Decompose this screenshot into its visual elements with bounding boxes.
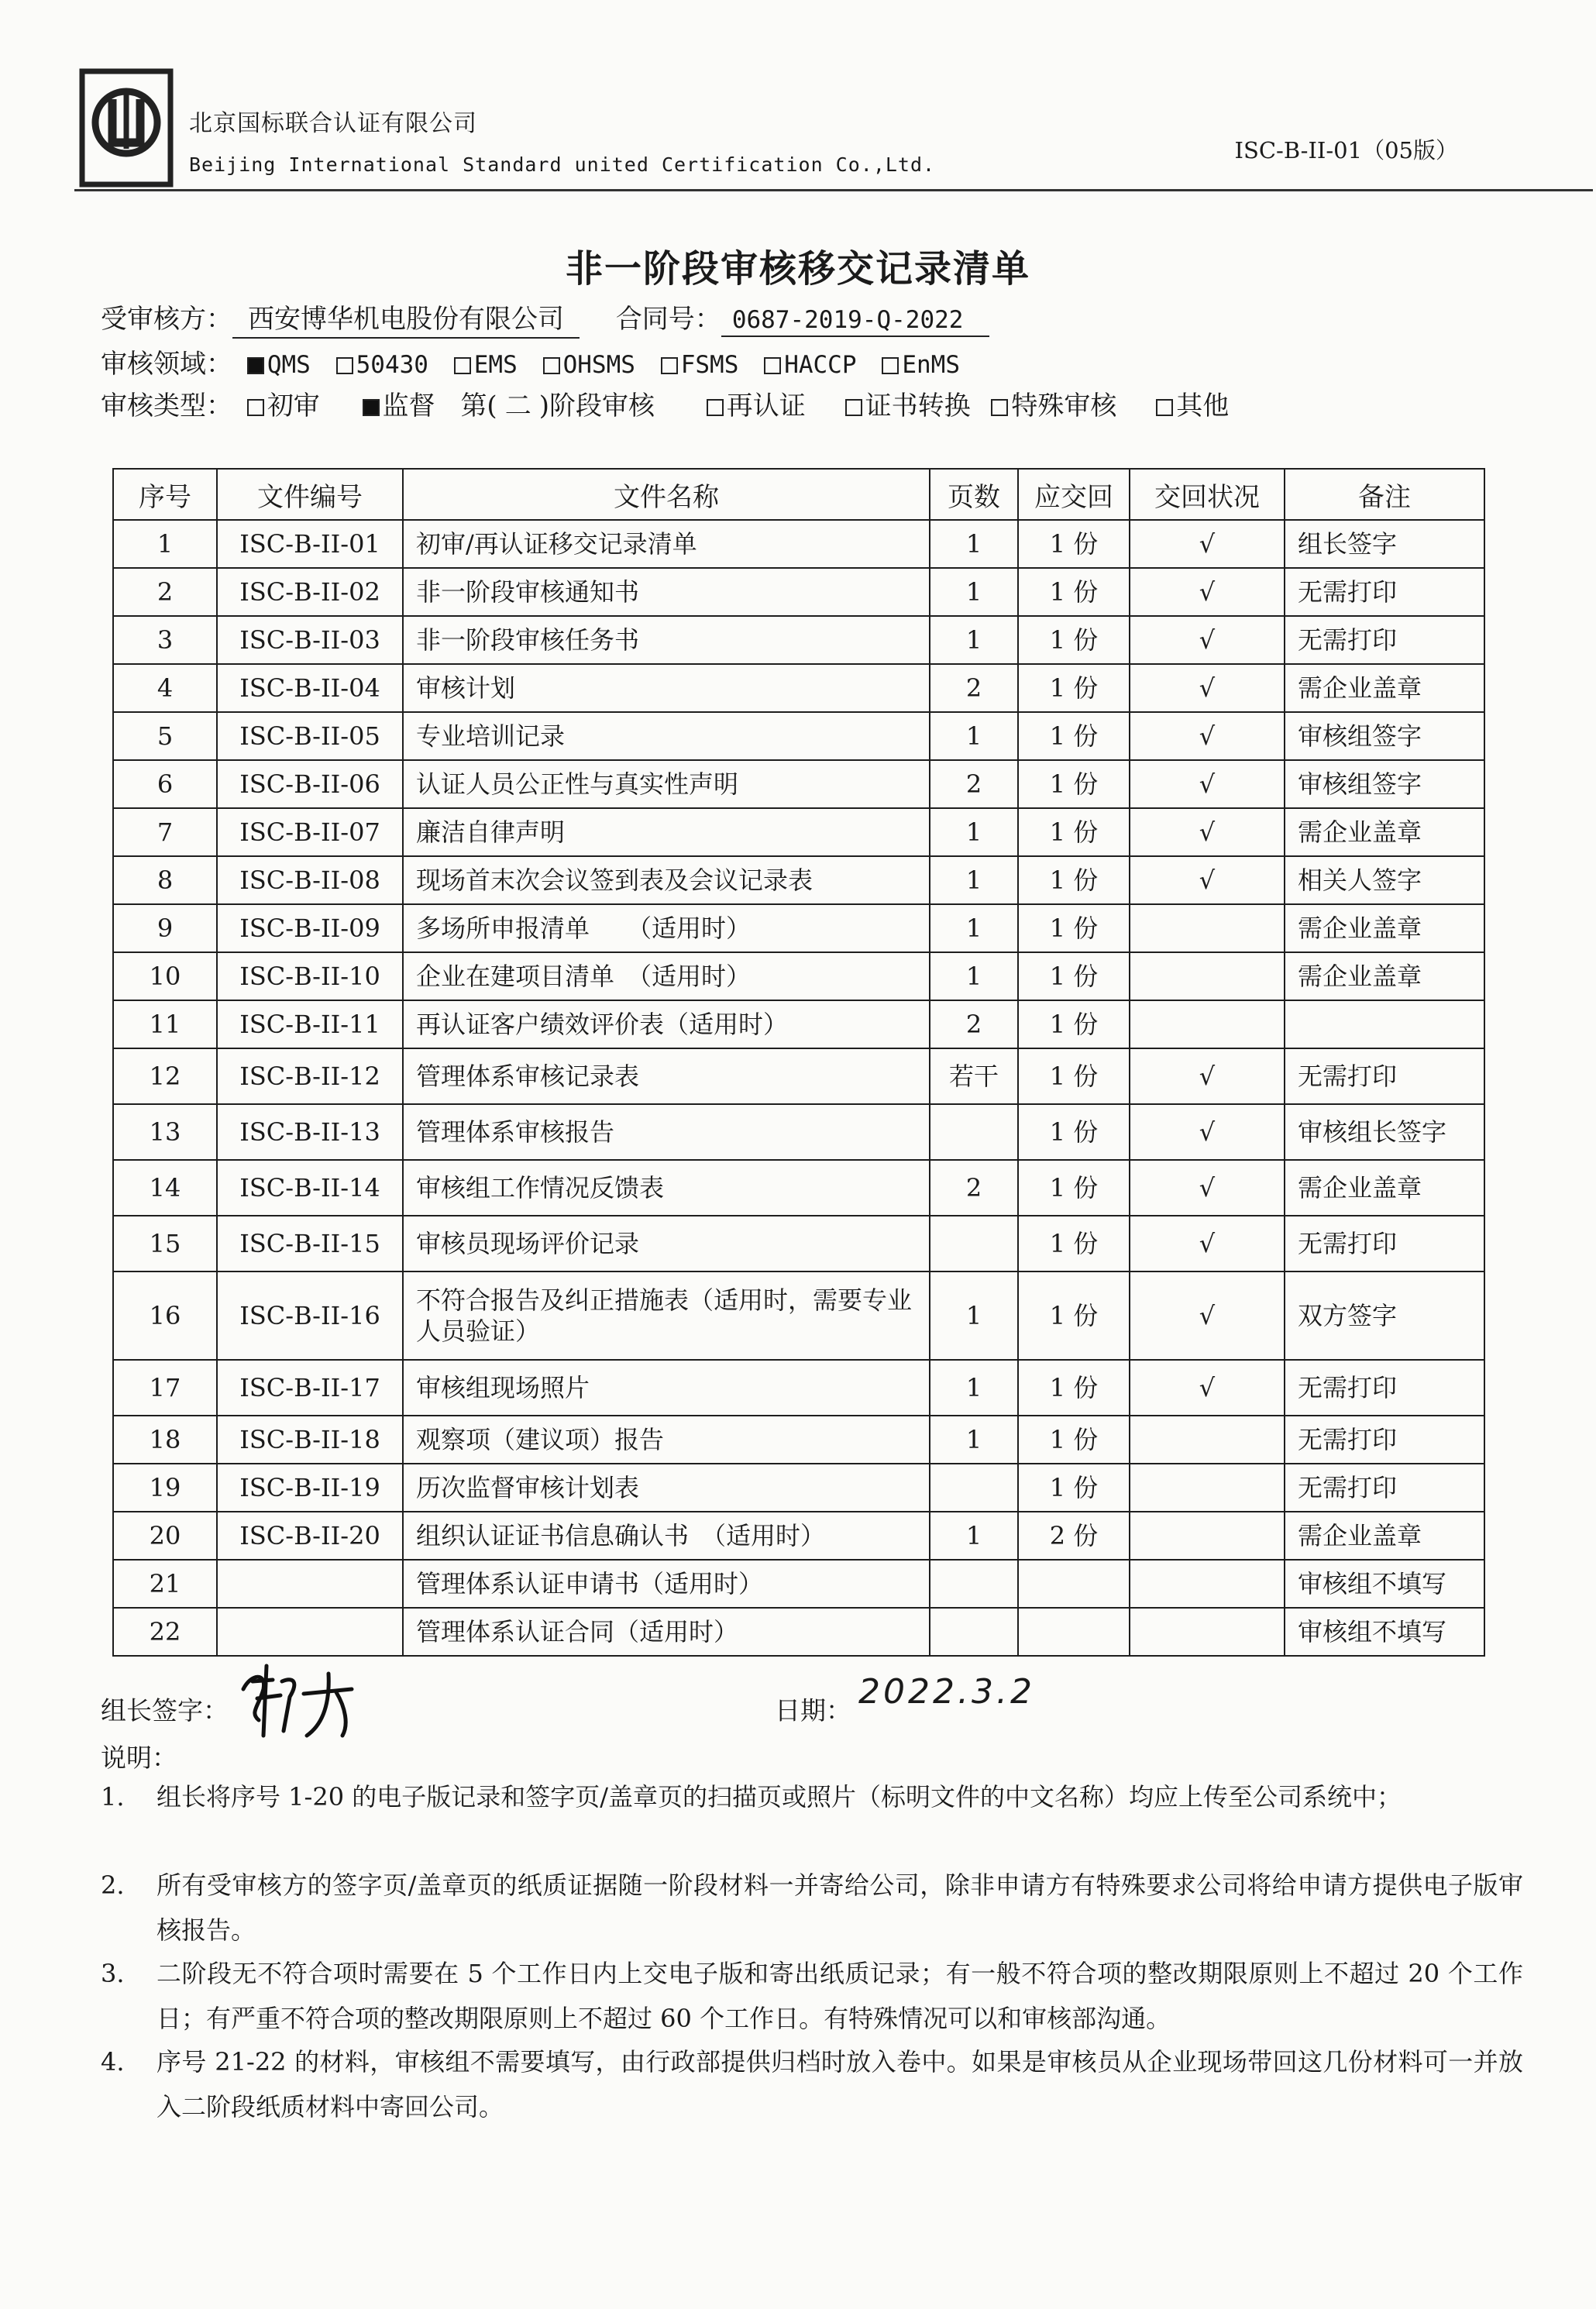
note-number: 4. <box>101 2047 125 2077</box>
cell-status: √ <box>1130 1216 1285 1271</box>
cell-no: 21 <box>113 1560 217 1608</box>
note-item <box>101 1951 1523 2041</box>
cell-remark: 无需打印 <box>1285 1216 1484 1271</box>
col-header-code: 文件编号 <box>217 469 403 520</box>
cell-status: √ <box>1130 520 1285 568</box>
cell-remark: 无需打印 <box>1285 1360 1484 1416</box>
cell-due: 1 份 <box>1018 856 1130 904</box>
note-text: 所有受审核方的签字页/盖章页的纸质证据随一阶段材料一并寄给公司，除非申请方有特殊要求公司将给申请方提供电子版审核报告。 <box>157 1870 1523 1945</box>
col-header-pages: 页数 <box>930 469 1018 520</box>
cell-remark: 审核组不填写 <box>1285 1560 1484 1608</box>
audited-party-label: 受审核方： <box>101 304 232 335</box>
cell-status: √ <box>1130 808 1285 856</box>
cell-due: 1 份 <box>1018 1416 1130 1464</box>
cell-status: √ <box>1130 664 1285 712</box>
col-header-name: 文件名称 <box>403 469 930 520</box>
cell-remark: 组长签字 <box>1285 520 1484 568</box>
cell-name: 现场首末次会议签到表及会议记录表 <box>403 856 930 904</box>
table-row <box>113 1048 1484 1104</box>
cell-no: 3 <box>113 616 217 664</box>
cell-remark: 需企业盖章 <box>1285 1160 1484 1216</box>
cell-code: ISC-B-II-04 <box>217 664 403 712</box>
cell-remark: 审核组签字 <box>1285 760 1484 808</box>
notes-heading: 说明： <box>101 1743 177 1773</box>
cell-status: √ <box>1130 1271 1285 1360</box>
transfer-record-table <box>112 468 1485 1657</box>
col-header-remark: 备注 <box>1285 469 1484 520</box>
table-row <box>113 1360 1484 1416</box>
cell-due: 1 份 <box>1018 1104 1130 1160</box>
cell-remark: 相关人签字 <box>1285 856 1484 904</box>
header-divider <box>74 189 1593 191</box>
cell-no: 12 <box>113 1048 217 1104</box>
date-value: 2022.3.2 <box>858 1672 1035 1712</box>
cell-code: ISC-B-II-18 <box>217 1416 403 1464</box>
cell-status <box>1130 1608 1285 1656</box>
cell-status <box>1130 1512 1285 1560</box>
cell-pages <box>930 1464 1018 1512</box>
cell-name: 管理体系审核报告 <box>403 1104 930 1160</box>
cell-pages: 若干 <box>930 1048 1018 1104</box>
col-header-no: 序号 <box>113 469 217 520</box>
cell-no: 10 <box>113 952 217 1000</box>
cell-code: ISC-B-II-10 <box>217 952 403 1000</box>
cell-no: 5 <box>113 712 217 760</box>
cell-code: ISC-B-II-17 <box>217 1360 403 1416</box>
cell-due: 1 份 <box>1018 1160 1130 1216</box>
cell-pages: 2 <box>930 1000 1018 1048</box>
form-code: ISC-B-II-01（05版） <box>1234 137 1458 163</box>
contract-no-value: 0687-2019-Q-2022 <box>721 306 990 337</box>
cell-code: ISC-B-II-07 <box>217 808 403 856</box>
audited-party-value: 西安博华机电股份有限公司 <box>232 298 580 339</box>
cell-pages: 1 <box>930 1416 1018 1464</box>
cell-pages: 2 <box>930 760 1018 808</box>
audited-party-line <box>101 298 989 339</box>
table-row <box>113 760 1484 808</box>
cell-code <box>217 1608 403 1656</box>
cell-pages: 2 <box>930 664 1018 712</box>
cell-no: 7 <box>113 808 217 856</box>
cell-status: √ <box>1130 616 1285 664</box>
cell-status: √ <box>1130 568 1285 616</box>
cell-code: ISC-B-II-09 <box>217 904 403 952</box>
cell-name: 审核组工作情况反馈表 <box>403 1160 930 1216</box>
cell-no: 16 <box>113 1271 217 1360</box>
cell-code: ISC-B-II-03 <box>217 616 403 664</box>
checkbox-qms[interactable] <box>247 357 264 374</box>
cell-due: 1 份 <box>1018 1216 1130 1271</box>
cell-remark <box>1285 1000 1484 1048</box>
cell-code: ISC-B-II-13 <box>217 1104 403 1160</box>
leader-signature-label: 组长签字： <box>101 1695 229 1726</box>
cell-status: √ <box>1130 712 1285 760</box>
cell-pages: 1 <box>930 808 1018 856</box>
cell-pages: 1 <box>930 1360 1018 1416</box>
contract-no-label: 合同号： <box>615 304 721 335</box>
cell-no: 22 <box>113 1608 217 1656</box>
cell-pages: 1 <box>930 520 1018 568</box>
cell-code: ISC-B-II-02 <box>217 568 403 616</box>
cell-code: ISC-B-II-11 <box>217 1000 403 1048</box>
note-text: 二阶段无不符合项时需要在 5 个工作日内上交电子版和寄出纸质记录；有一般不符合项的整改期限原则上不超过 20 个工作日；有严重不符合项的整改期限原则上不超过 60 个工作日。有特殊情况可以和审核部沟通。 <box>157 1959 1523 2033</box>
cell-remark: 审核组不填写 <box>1285 1608 1484 1656</box>
cell-remark: 无需打印 <box>1285 568 1484 616</box>
note-number: 1. <box>101 1782 125 1812</box>
cell-due: 1 份 <box>1018 1000 1130 1048</box>
cell-due: 1 份 <box>1018 952 1130 1000</box>
cell-code: ISC-B-II-15 <box>217 1216 403 1271</box>
note-text: 序号 21-22 的材料，审核组不需要填写，由行政部提供归档时放入卷中。如果是审核员从企业现场带回这几份材料可一并放入二阶段纸质材料中寄回公司。 <box>157 2047 1523 2121</box>
table-row <box>113 520 1484 568</box>
cell-status: √ <box>1130 856 1285 904</box>
table-row <box>113 1000 1484 1048</box>
cell-remark: 需企业盖章 <box>1285 808 1484 856</box>
cell-status <box>1130 1464 1285 1512</box>
cell-due <box>1018 1608 1130 1656</box>
checkbox-fsms[interactable] <box>661 357 678 374</box>
checkbox-initial[interactable] <box>247 399 264 416</box>
cell-pages: 1 <box>930 616 1018 664</box>
checkbox-enms[interactable] <box>882 357 899 374</box>
cell-status: √ <box>1130 1048 1285 1104</box>
option-enms: EnMS <box>902 351 960 379</box>
cell-due: 1 份 <box>1018 568 1130 616</box>
note-item <box>101 2039 1523 2129</box>
option-50430: 50430 <box>356 351 428 379</box>
cell-pages <box>930 1560 1018 1608</box>
cell-name: 管理体系认证合同（适用时） <box>403 1608 930 1656</box>
leader-signature <box>236 1658 359 1743</box>
option-ohsms: OHSMS <box>562 351 635 379</box>
cell-no: 14 <box>113 1160 217 1216</box>
cell-no: 18 <box>113 1416 217 1464</box>
cell-status <box>1130 952 1285 1000</box>
cell-name: 不符合报告及纠正措施表（适用时，需要专业人员验证） <box>403 1271 930 1360</box>
cell-code: ISC-B-II-19 <box>217 1464 403 1512</box>
cell-due: 1 份 <box>1018 712 1130 760</box>
cell-remark: 无需打印 <box>1285 1048 1484 1104</box>
cell-name: 审核员现场评价记录 <box>403 1216 930 1271</box>
checkbox-haccp[interactable] <box>764 357 781 374</box>
cell-due: 1 份 <box>1018 760 1130 808</box>
table-row <box>113 808 1484 856</box>
cell-remark: 双方签字 <box>1285 1271 1484 1360</box>
cell-code: ISC-B-II-20 <box>217 1512 403 1560</box>
cell-name: 初审/再认证移交记录清单 <box>403 520 930 568</box>
cell-pages <box>930 1216 1018 1271</box>
option-surveillance: 监督 <box>382 391 435 422</box>
cell-status <box>1130 1560 1285 1608</box>
cell-pages: 1 <box>930 1271 1018 1360</box>
table-header-row <box>113 469 1484 520</box>
cell-name: 组织认证证书信息确认书 （适用时） <box>403 1512 930 1560</box>
col-header-due: 应交回 <box>1018 469 1130 520</box>
note-number: 3. <box>101 1959 125 1988</box>
cell-remark: 需企业盖章 <box>1285 664 1484 712</box>
cell-name: 专业培训记录 <box>403 712 930 760</box>
audit-type-label: 审核类型： <box>101 391 232 422</box>
cell-name: 廉洁自律声明 <box>403 808 930 856</box>
cell-pages: 1 <box>930 1512 1018 1560</box>
option-special: 特殊审核 <box>1011 391 1117 422</box>
cell-status: √ <box>1130 1104 1285 1160</box>
cell-no: 9 <box>113 904 217 952</box>
cell-pages: 1 <box>930 904 1018 952</box>
table-row <box>113 904 1484 952</box>
table-row <box>113 1216 1484 1271</box>
cell-name: 观察项（建议项）报告 <box>403 1416 930 1464</box>
cell-remark: 审核组长签字 <box>1285 1104 1484 1160</box>
company-name-cn: 北京国标联合认证有限公司 <box>189 110 477 137</box>
option-fsms: FSMS <box>680 351 739 379</box>
cell-no: 17 <box>113 1360 217 1416</box>
table-row <box>113 1608 1484 1656</box>
cell-code: ISC-B-II-08 <box>217 856 403 904</box>
cell-code: ISC-B-II-06 <box>217 760 403 808</box>
cell-no: 11 <box>113 1000 217 1048</box>
cell-due: 1 份 <box>1018 904 1130 952</box>
cell-name: 企业在建项目清单 （适用时） <box>403 952 930 1000</box>
cell-name: 非一阶段审核通知书 <box>403 568 930 616</box>
cell-pages <box>930 1608 1018 1656</box>
cell-due: 1 份 <box>1018 664 1130 712</box>
cell-due <box>1018 1560 1130 1608</box>
cell-pages: 1 <box>930 712 1018 760</box>
cell-name: 审核组现场照片 <box>403 1360 930 1416</box>
cell-no: 6 <box>113 760 217 808</box>
cell-due: 1 份 <box>1018 1271 1130 1360</box>
table-row <box>113 952 1484 1000</box>
cell-due: 1 份 <box>1018 1464 1130 1512</box>
table-row <box>113 1160 1484 1216</box>
audit-domain-line <box>101 342 960 380</box>
table-row <box>113 712 1484 760</box>
company-logo <box>74 68 178 189</box>
table-row <box>113 856 1484 904</box>
cell-status <box>1130 1000 1285 1048</box>
cell-due: 1 份 <box>1018 1048 1130 1104</box>
cell-remark: 无需打印 <box>1285 616 1484 664</box>
table-row <box>113 1560 1484 1608</box>
note-number: 2. <box>101 1870 125 1900</box>
table-row <box>113 616 1484 664</box>
cell-code: ISC-B-II-12 <box>217 1048 403 1104</box>
cell-no: 13 <box>113 1104 217 1160</box>
stage-value: 二 <box>504 391 531 422</box>
table-row <box>113 1104 1484 1160</box>
cell-no: 15 <box>113 1216 217 1271</box>
cell-remark: 审核组签字 <box>1285 712 1484 760</box>
checkbox-50430[interactable] <box>336 357 353 374</box>
cell-status <box>1130 904 1285 952</box>
checkbox-ohsms[interactable] <box>543 357 560 374</box>
stage-suffix: )阶段审核 <box>538 391 655 422</box>
cell-no: 4 <box>113 664 217 712</box>
table-row <box>113 664 1484 712</box>
cell-due: 1 份 <box>1018 520 1130 568</box>
col-header-status: 交回状况 <box>1130 469 1285 520</box>
cell-pages: 1 <box>930 856 1018 904</box>
cell-status: √ <box>1130 760 1285 808</box>
table-row <box>113 1271 1484 1360</box>
cell-code: ISC-B-II-16 <box>217 1271 403 1360</box>
cell-status <box>1130 1416 1285 1464</box>
cell-pages: 1 <box>930 952 1018 1000</box>
table-row <box>113 1464 1484 1512</box>
cell-remark: 无需打印 <box>1285 1416 1484 1464</box>
cell-due: 1 份 <box>1018 1360 1130 1416</box>
option-qms: QMS <box>267 351 311 379</box>
cell-remark: 无需打印 <box>1285 1464 1484 1512</box>
cell-due: 1 份 <box>1018 808 1130 856</box>
option-initial: 初审 <box>267 391 320 422</box>
stage-prefix: 第( <box>460 391 497 422</box>
cell-remark: 需企业盖章 <box>1285 1512 1484 1560</box>
cell-due: 1 份 <box>1018 616 1130 664</box>
cell-status: √ <box>1130 1360 1285 1416</box>
cell-remark: 需企业盖章 <box>1285 952 1484 1000</box>
cell-name: 非一阶段审核任务书 <box>403 616 930 664</box>
table-row <box>113 1416 1484 1464</box>
cell-name: 再认证客户绩效评价表（适用时） <box>403 1000 930 1048</box>
cell-name: 历次监督审核计划表 <box>403 1464 930 1512</box>
cell-name: 管理体系认证申请书（适用时） <box>403 1560 930 1608</box>
cell-code: ISC-B-II-05 <box>217 712 403 760</box>
checkbox-other[interactable] <box>1156 399 1173 416</box>
option-ems: EMS <box>473 351 518 379</box>
cell-name: 管理体系审核记录表 <box>403 1048 930 1104</box>
table-row <box>113 1512 1484 1560</box>
table-row <box>113 568 1484 616</box>
cell-pages: 2 <box>930 1160 1018 1216</box>
option-haccp: HACCP <box>784 351 857 379</box>
cell-no: 2 <box>113 568 217 616</box>
option-recert: 再认证 <box>726 391 806 422</box>
checkbox-surveillance[interactable] <box>363 399 380 416</box>
cell-name: 认证人员公正性与真实性声明 <box>403 760 930 808</box>
cell-name: 审核计划 <box>403 664 930 712</box>
document-title: 非一阶段审核移交记录清单 <box>565 247 1030 291</box>
cell-no: 8 <box>113 856 217 904</box>
note-item <box>101 1774 1523 1819</box>
cell-name: 多场所申报清单 （适用时） <box>403 904 930 952</box>
note-text: 组长将序号 1-20 的电子版记录和签字页/盖章页的扫描页或照片（标明文件的中文名称）均应上传至公司系统中； <box>157 1782 1402 1812</box>
date-label: 日期： <box>775 1695 851 1726</box>
cell-code: ISC-B-II-01 <box>217 520 403 568</box>
cell-code: ISC-B-II-14 <box>217 1160 403 1216</box>
cell-code <box>217 1560 403 1608</box>
option-other: 其他 <box>1176 391 1230 422</box>
audit-type-line <box>101 384 1229 422</box>
cell-pages <box>930 1104 1018 1160</box>
cell-pages: 1 <box>930 568 1018 616</box>
company-name-en: Beijing International Standard united Certification Co.,Ltd. <box>189 153 936 176</box>
audit-domain-label: 审核领域： <box>101 349 232 380</box>
cell-due: 2 份 <box>1018 1512 1130 1560</box>
cell-remark: 需企业盖章 <box>1285 904 1484 952</box>
checkbox-ems[interactable] <box>454 357 471 374</box>
note-item <box>101 1863 1523 1953</box>
checkbox-recert[interactable] <box>707 399 724 416</box>
cell-no: 20 <box>113 1512 217 1560</box>
cell-status: √ <box>1130 1160 1285 1216</box>
cell-no: 1 <box>113 520 217 568</box>
checkbox-transfer[interactable] <box>845 399 862 416</box>
checkbox-special[interactable] <box>991 399 1008 416</box>
table-body <box>113 520 1484 1656</box>
cell-no: 19 <box>113 1464 217 1512</box>
option-transfer: 证书转换 <box>865 391 971 422</box>
